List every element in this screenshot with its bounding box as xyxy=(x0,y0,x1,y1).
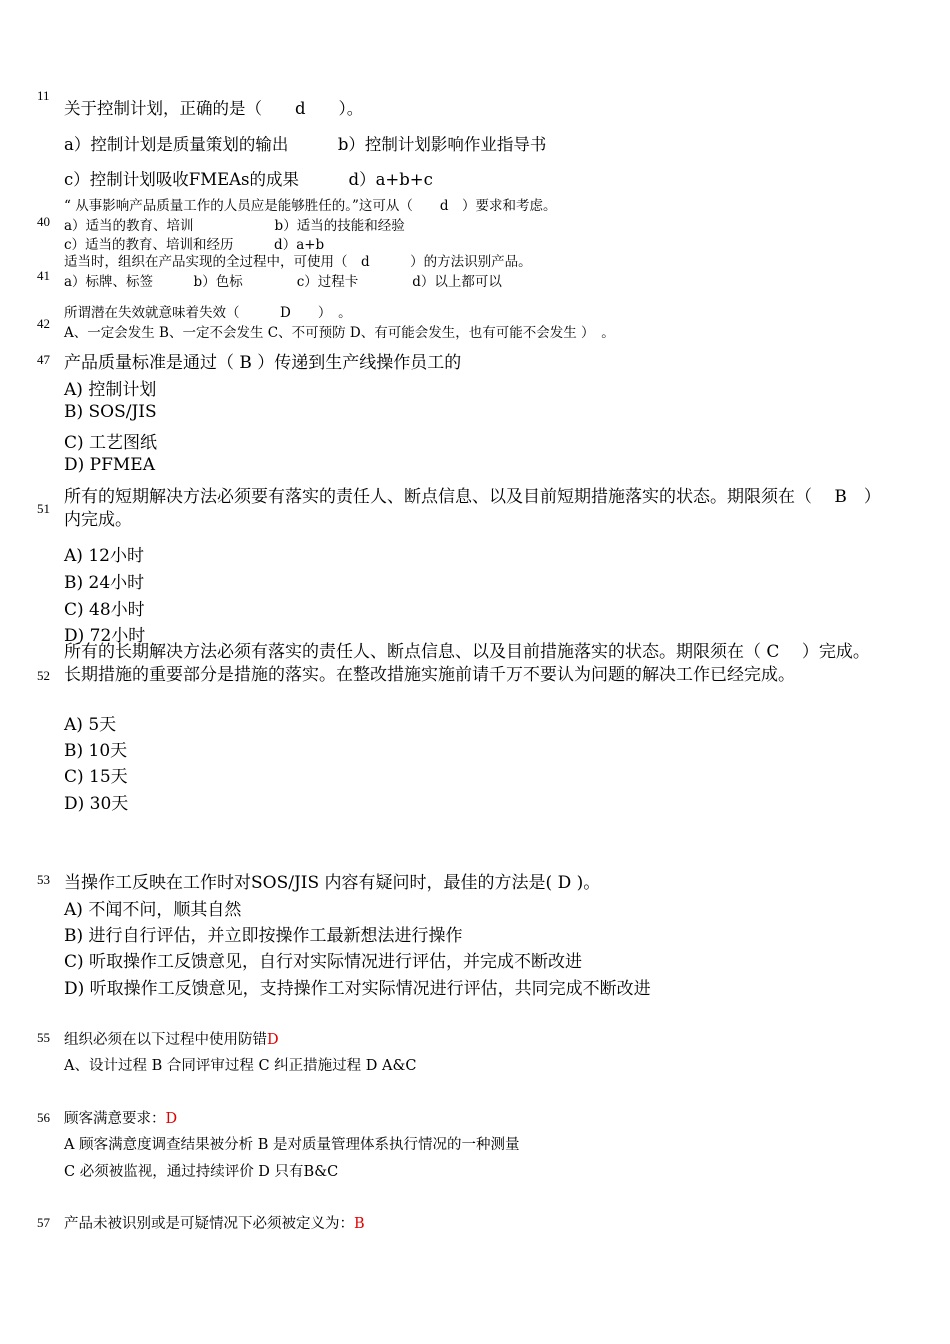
question-number: 11 xyxy=(37,88,50,103)
question-option: A、一定会发生 B、一定不会发生 C、不可预防 D、有可能会发生，也有可能不会发生 ） 。 xyxy=(64,325,615,341)
question-option: B) 10天 xyxy=(64,741,128,761)
question-option: B) SOS/JIS xyxy=(64,402,157,422)
question-option: a）标牌、标签 b）色标 c）过程卡 d）以上都可以 xyxy=(64,274,502,290)
question-option: A) 5天 xyxy=(64,715,117,735)
question-option: C) 听取操作工反馈意见，自行对实际情况进行评估，并完成不断改进 xyxy=(64,952,583,972)
question-option: B) 24小时 xyxy=(64,573,145,593)
question-stem: “ 从事影响产品质量工作的人员应是能够胜任的。”这可从（ d ）要求和考虑。 xyxy=(64,198,557,214)
question-option: C 必须被监视，通过持续评价 D 只有B&C xyxy=(64,1164,339,1180)
question-stem: 关于控制计划，正确的是（ d ）。 xyxy=(64,99,364,118)
question-option: D) 30天 xyxy=(64,794,129,814)
question-option: A、设计过程 B 合同评审过程 C 纠正措施过程 D A&C xyxy=(64,1058,417,1074)
question-stem: 当操作工反映在工作时对SOS/JIS 内容有疑问时，最佳的方法是( D )。 xyxy=(64,873,601,893)
question-option: C) 48小时 xyxy=(64,600,145,620)
answer-mark: B xyxy=(354,1216,365,1232)
question-option: c）控制计划吸收FMEAs的成果 d）a+b+c xyxy=(64,170,433,189)
question-number: 42 xyxy=(37,316,50,331)
question-stem: 产品质量标准是通过（ B ）传递到生产线操作员工的 xyxy=(64,353,462,373)
question-option: c）适当的教育、培训和经历 d）a+b xyxy=(64,237,325,253)
answer-mark: D xyxy=(267,1032,279,1048)
question-stem: 组织必须在以下过程中使用防错D xyxy=(64,1032,279,1048)
question-option: D) 72小时 xyxy=(64,626,146,646)
question-option: B) 进行自行评估，并立即按操作工最新想法进行操作 xyxy=(64,926,463,946)
question-option: A 顾客满意度调查结果被分析 B 是对质量管理体系执行情况的一种测量 xyxy=(64,1137,520,1153)
question-number: 52 xyxy=(37,668,50,683)
question-number: 51 xyxy=(37,501,50,516)
question-stem: 所有的长期解决方法必须有落实的责任人、断点信息、以及目前措施落实的状态。期限须在（ C ）完成。长期措施的重要部分是措施的落实。在整改措施实施前请千万不要认为问题的解决工作已经完成。 xyxy=(64,642,870,685)
question-stem: 适当时，组织在产品实现的全过程中，可使用（ d ）的方法识别产品。 xyxy=(64,254,532,270)
question-option: a）控制计划是质量策划的输出 b）控制计划影响作业指导书 xyxy=(64,135,547,154)
answer-mark: D xyxy=(165,1111,178,1127)
question-option: A) 控制计划 xyxy=(64,380,157,400)
question-number: 56 xyxy=(37,1110,50,1125)
question-option: D) PFMEA xyxy=(64,455,155,475)
question-stem: 顾客满意要求：D xyxy=(64,1111,178,1127)
question-number: 55 xyxy=(37,1030,50,1045)
question-stem: 所谓潜在失效就意味着失效（ D ） 。 xyxy=(64,305,352,321)
question-number: 40 xyxy=(37,214,50,229)
question-stem: 产品未被识别或是可疑情况下必须被定义为：B xyxy=(64,1216,365,1232)
question-number: 57 xyxy=(37,1215,50,1230)
question-option: a）适当的教育、培训 b）适当的技能和经验 xyxy=(64,218,405,234)
question-option: C) 15天 xyxy=(64,767,128,787)
question-stem: 所有的短期解决方法必须要有落实的责任人、断点信息、以及目前短期措施落实的状态。期限须在（ B ）内完成。 xyxy=(64,487,873,530)
question-number: 41 xyxy=(37,268,50,283)
question-number: 47 xyxy=(37,352,50,367)
question-option: A) 不闻不问，顺其自然 xyxy=(64,900,242,920)
question-number: 53 xyxy=(37,872,50,887)
question-option: A) 12小时 xyxy=(64,546,144,566)
question-option: C) 工艺图纸 xyxy=(64,433,158,453)
question-option: D) 听取操作工反馈意见，支持操作工对实际情况进行评估，共同完成不断改进 xyxy=(64,979,651,999)
